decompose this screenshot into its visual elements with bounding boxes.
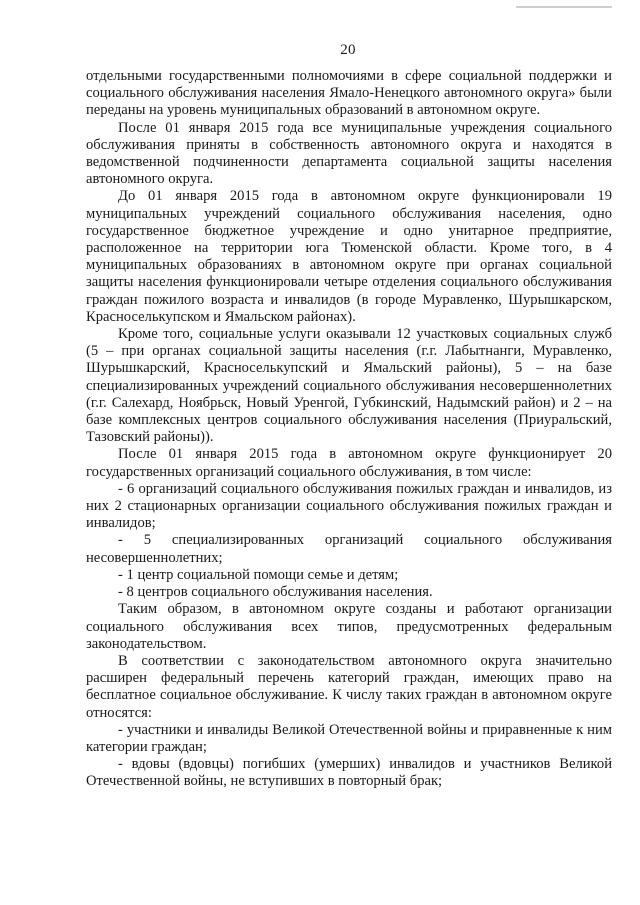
scan-edge-mark	[516, 6, 612, 8]
list-item: - вдовы (вдовцы) погибших (умерших) инвалидов и участников Великой Отечественной войны, не вступивших в повторный брак;	[86, 756, 612, 790]
list-item: - участники и инвалиды Великой Отечественной войны и приравненные к ним категории граждан;	[86, 721, 612, 755]
paragraph: После 01 января 2015 года в автономном округе функционирует 20 государственных организаций социального обслуживания, в том числе:	[86, 446, 612, 480]
list-item: - 5 специализированных организаций социального обслуживания несовершеннолетних;	[86, 532, 612, 566]
organizations-list	[86, 481, 612, 601]
paragraph: Кроме того, социальные услуги оказывали 12 участковых социальных служб (5 – при органах социальной защиты населения (г.г. Лабытнанги, Муравленко, Шурышкарский, Красноселькупский и Ямальский районы), 5 – на базе специализированных учреждений социального обслуживания несовершеннолетних (г.г. Салехард, Ноябрьск, Новый Уренгой, Губкинский, Надымский район) и 2 – на базе комплексных центров социального обслуживания населения (Приуральский, Тазовский районы)).	[86, 326, 612, 446]
paragraph-continuation: отдельными государственными полномочиями в сфере социальной поддержки и социального обслуживания населения Ямало-Ненецкого автономного округа» были переданы на уровень муниципальных образований в автономном округе.	[86, 68, 612, 119]
list-item: - 1 центр социальной помощи семье и детям;	[118, 566, 399, 583]
paragraph: Таким образом, в автономном округе созданы и работают организации социального обслуживания всех типов, предусмотренных федеральным законодательством.	[86, 601, 612, 652]
paragraph: До 01 января 2015 года в автономном округе функционировали 19 муниципальных учреждений социального обслуживания населения, одно государственное бюджетное учреждение и одно унитарное предприятие, расположенное на территории юга Тюменской области. Кроме того, в 4 муниципальных образованиях в автономном округе при органах социальной защиты населения функционировали четыре отделения социального обслуживания граждан пожилого возраста и инвалидов (в городе Муравленко, Шурышкарском, Красноселькупском и Ямальском районах).	[86, 188, 612, 325]
paragraph: В соответствии с законодательством автономного округа значительно расширен федеральный перечень категорий граждан, имеющих право на бесплатное социальное обслуживание. К числу таких граждан в автономном округе относятся:	[86, 652, 612, 721]
categories-list	[86, 722, 612, 791]
document-body	[86, 68, 612, 791]
list-item: - 6 организаций социального обслуживания пожилых граждан и инвалидов, из них 2 стационарных организации социального обслуживания пожилых граждан и инвалидов;	[86, 480, 612, 532]
page-number: 20	[340, 42, 356, 58]
paragraph: После 01 января 2015 года все муниципальные учреждения социального обслуживания приняты в собственность автономного округа и находятся в ведомственной подчиненности департамента социальной защиты населения автономного округа.	[86, 119, 612, 188]
list-item: - 8 центров социального обслуживания населения.	[118, 584, 433, 601]
